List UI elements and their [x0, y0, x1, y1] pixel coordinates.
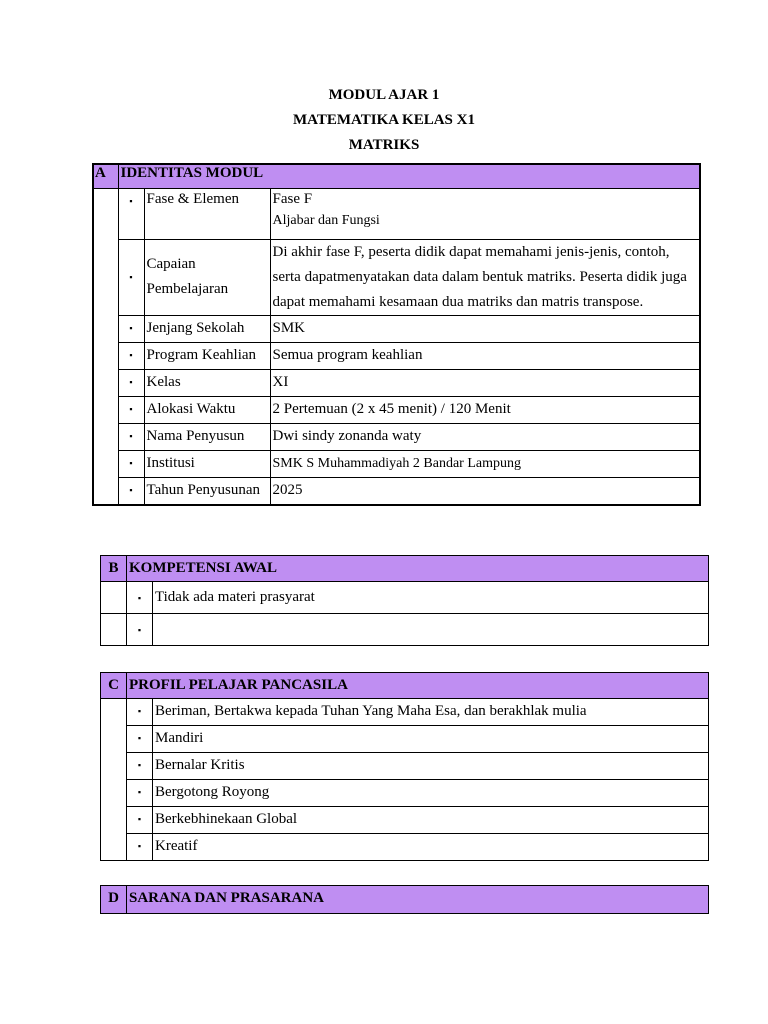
field-label: Nama Penyusun	[144, 423, 270, 450]
list-item: Kreatif	[153, 834, 709, 861]
field-value: Dwi sindy zonanda waty	[270, 423, 700, 450]
bullet-icon: ▪	[118, 315, 144, 342]
section-letter: B	[101, 556, 127, 582]
list-item: Bergotong Royong	[153, 780, 709, 807]
field-label: Alokasi Waktu	[144, 396, 270, 423]
bullet-icon: ▪	[127, 582, 153, 614]
section-indent-cell	[101, 614, 127, 646]
field-value: Semua program keahlian	[270, 342, 700, 369]
field-label	[144, 239, 270, 315]
section-heading: KOMPETENSI AWAL	[127, 556, 709, 582]
bullet-icon: ▪	[118, 188, 144, 239]
field-label: Tahun Penyusunan	[144, 477, 270, 505]
field-label: Jenjang Sekolah	[144, 315, 270, 342]
fase-value: Fase F	[272, 190, 313, 207]
bullet-icon: ▪	[118, 423, 144, 450]
capaian-value: Di akhir fase F, peserta didik dapat memahami jenis-jenis, contoh, serta dapatmenyatakan data dalam bentuk matriks. Peserta didik juga dapat memahami kesamaan dua matriks dan matris transpose.	[270, 239, 700, 315]
bullet-icon: ▪	[127, 699, 153, 726]
subject-title: MATEMATIKA KELAS X1	[293, 112, 475, 128]
list-item: Bernalar Kritis	[153, 753, 709, 780]
list-item: Beriman, Bertakwa kepada Tuhan Yang Maha Esa, dan berakhlak mulia	[153, 699, 709, 726]
section-letter: A	[93, 164, 118, 188]
list-item	[153, 614, 709, 646]
elemen-value: Aljabar dan Fungsi	[272, 212, 380, 228]
bullet-icon: ▪	[127, 614, 153, 646]
profil-pelajar-pancasila-table	[100, 672, 709, 861]
field-value: XI	[270, 369, 700, 396]
bullet-icon: ▪	[127, 726, 153, 753]
bullet-icon: ▪	[127, 780, 153, 807]
field-label: Program Keahlian	[144, 342, 270, 369]
section-heading: IDENTITAS MODUL	[118, 164, 700, 188]
section-heading: SARANA DAN PRASARANA	[127, 886, 709, 914]
bullet-icon: ▪	[118, 342, 144, 369]
identitas-modul-table	[92, 163, 701, 506]
field-label-line: Pembelajaran	[146, 281, 229, 297]
field-label: Kelas	[144, 369, 270, 396]
module-title: MODUL AJAR 1	[328, 87, 440, 103]
bullet-icon: ▪	[118, 239, 144, 315]
bullet-icon: ▪	[118, 477, 144, 505]
list-item: Berkebhinekaan Global	[153, 807, 709, 834]
field-value	[270, 188, 700, 239]
field-label: Institusi	[144, 450, 270, 477]
field-value: SMK	[270, 315, 700, 342]
bullet-icon: ▪	[118, 396, 144, 423]
field-label-line: Capaian	[146, 256, 196, 272]
bullet-icon: ▪	[127, 834, 153, 861]
section-indent-cell	[101, 699, 127, 861]
section-letter: D	[101, 886, 127, 914]
field-value: 2025	[270, 477, 700, 505]
field-value: 2 Pertemuan (2 x 45 menit) / 120 Menit	[270, 396, 700, 423]
section-indent-cell	[101, 582, 127, 614]
bullet-icon: ▪	[118, 369, 144, 396]
topic-title: MATRIKS	[348, 137, 420, 153]
list-item: Tidak ada materi prasyarat	[153, 582, 709, 614]
section-indent-cell	[93, 188, 118, 505]
bullet-icon: ▪	[127, 753, 153, 780]
section-heading: PROFIL PELAJAR PANCASILA	[127, 673, 709, 699]
list-item: Mandiri	[153, 726, 709, 753]
sarana-prasarana-table	[100, 885, 709, 914]
field-label: Fase & Elemen	[144, 188, 270, 239]
bullet-icon: ▪	[127, 807, 153, 834]
bullet-icon: ▪	[118, 450, 144, 477]
field-value: SMK S Muhammadiyah 2 Bandar Lampung	[270, 450, 700, 477]
kompetensi-awal-table	[100, 555, 709, 646]
section-letter: C	[101, 673, 127, 699]
